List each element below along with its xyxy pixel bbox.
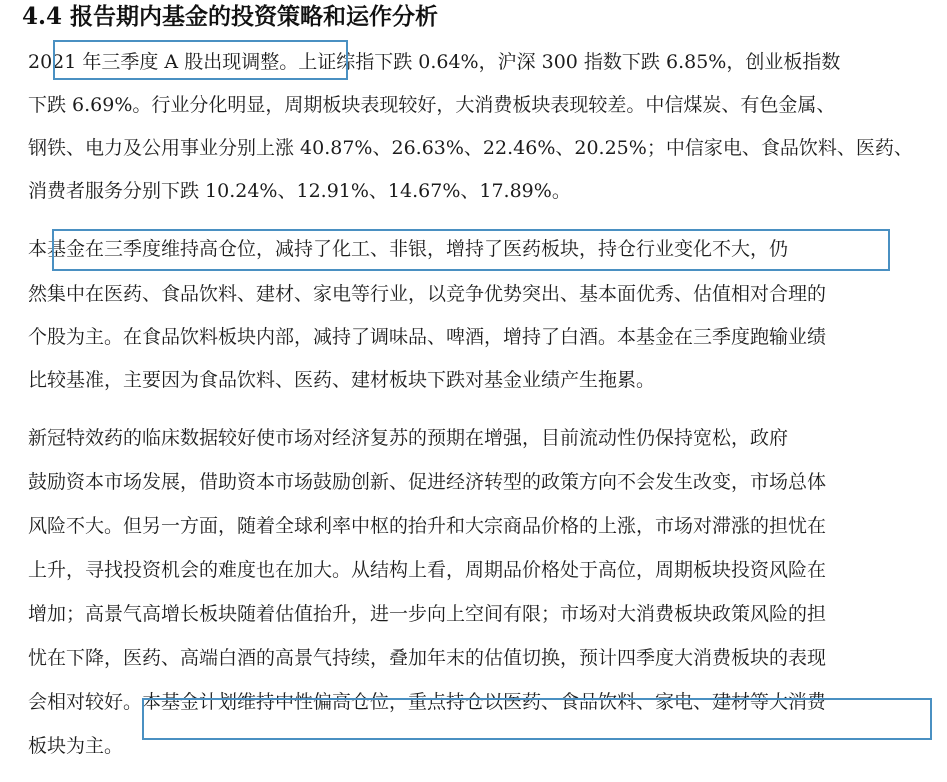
paragraph-3-line-3: 风险不大。但另一方面，随着全球利率中枢的抬升和大宗商品价格的上涨，市场对滞涨的担忧在 xyxy=(28,515,827,537)
paragraph-3-line-1: 新冠特效药的临床数据较好使市场对经济复苏的预期在增强，目前流动性仍保持宽松，政府 xyxy=(28,427,789,449)
paragraph-3-line-4: 上升，寻找投资机会的难度也在加大。从结构上看，周期品价格处于高位，周期板块投资风险在 xyxy=(28,559,827,581)
section-heading: 4.4 报告期内基金的投资策略和运作分析 xyxy=(22,3,439,30)
paragraph-2-line-3: 个股为主。在食品饮料板块内部，减持了调味品、啤酒，增持了白酒。本基金在三季度跑输业绩 xyxy=(28,326,827,348)
paragraph-1-line-2: 下跌 6.69%。行业分化明显，周期板块表现较好，大消费板块表现较差。中信煤炭、有色金属、 xyxy=(28,94,836,116)
paragraph-3-line-2: 鼓励资本市场发展，借助资本市场鼓励创新、促进经济转型的政策方向不会发生改变，市场总体 xyxy=(28,471,827,493)
paragraph-1-line-1: 2021 年三季度 A 股出现调整。上证综指下跌 0.64%，沪深 300 指数下跌 6.85%，创业板指数 xyxy=(28,51,841,73)
paragraph-2-line-4: 比较基准，主要因为食品饮料、医药、建材板块下跌对基金业绩产生拖累。 xyxy=(28,369,656,391)
paragraph-2-line-1: 本基金在三季度维持高仓位，减持了化工、非银，增持了医药板块，持仓行业变化不大，仍 xyxy=(28,238,789,260)
paragraph-3-line-5: 增加；高景气高增长板块随着估值抬升，进一步向上空间有限；市场对大消费板块政策风险的担 xyxy=(28,603,827,625)
paragraph-3-line-6: 忧在下降，医药、高端白酒的高景气持续，叠加年末的估值切换，预计四季度大消费板块的表现 xyxy=(28,647,827,669)
paragraph-3-line-8: 板块为主。 xyxy=(28,735,124,757)
paragraph-3-line-7: 会相对较好。本基金计划维持中性偏高仓位，重点持仓以医药、食品饮料、家电、建材等大消费 xyxy=(28,691,827,713)
paragraph-1-line-3: 钢铁、电力及公用事业分别上涨 40.87%、26.63%、22.46%、20.25%；中信家电、食品饮料、医药、 xyxy=(28,137,913,159)
paragraph-1-line-4: 消费者服务分别下跌 10.24%、12.91%、14.67%、17.89%。 xyxy=(28,180,571,202)
paragraph-2-line-2: 然集中在医药、食品饮料、建材、家电等行业，以竞争优势突出、基本面优秀、估值相对合理的 xyxy=(28,283,827,305)
